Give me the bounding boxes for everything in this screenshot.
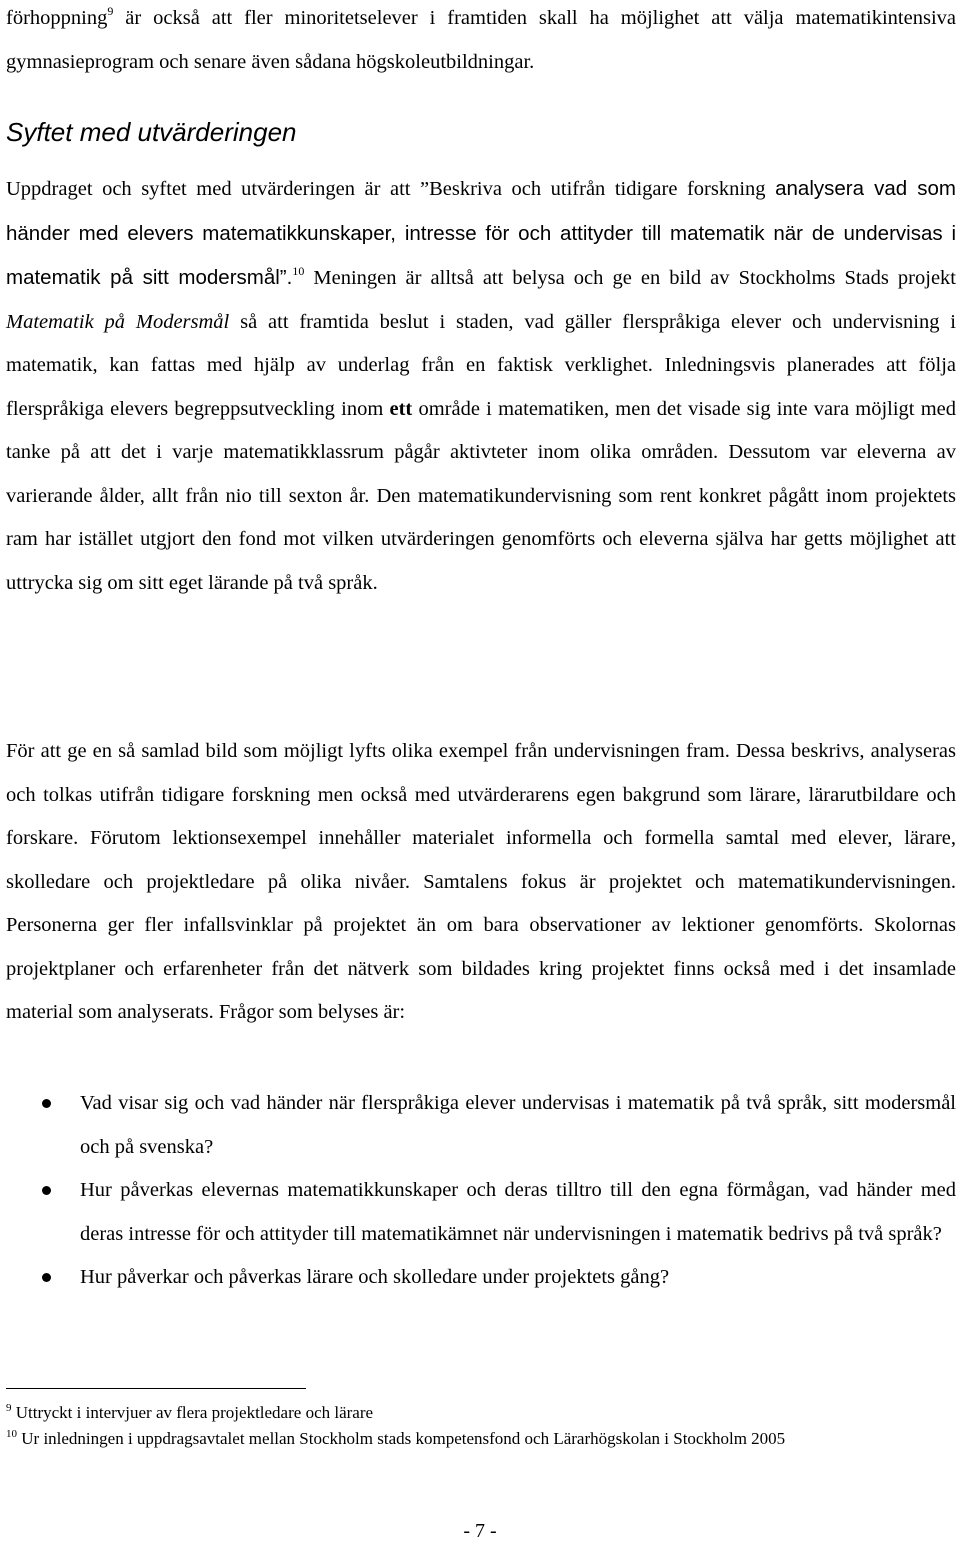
purpose-quote: analysera vad som händer med elevers matematikkunskaper, intresse för och attityder till matematik när de undervisas i matematik på sitt modersmål”.: [6, 177, 956, 289]
bullet-icon: [42, 1186, 51, 1195]
question-text: Hur påverkar och påverkas lärare och skolledare under projektets gång?: [80, 1266, 670, 1288]
footnote-ref-10[interactable]: 10: [292, 264, 305, 278]
footnote-9: [6, 1402, 951, 1423]
question-list: [0, 1082, 956, 1300]
intro-paragraph: [6, 0, 956, 84]
list-item: [0, 1169, 956, 1256]
intro-text-start: förhoppning: [6, 7, 108, 29]
bullet-icon: [42, 1099, 51, 1108]
project-name: Matematik på Modersmål: [6, 310, 230, 333]
purpose-text-1: Uppdraget och syftet med utvärderingen är att ”Beskriva och utifrån tidigare forskning: [6, 178, 776, 200]
bullet-icon: [42, 1273, 51, 1282]
purpose-text-3: Meningen är alltså att belysa och ge en bild av Stockholms Stads projekt: [304, 267, 956, 289]
question-text: Hur påverkas elevernas matematikkunskaper och deras tilltro till den egna förmågan, vad händer med deras intresse för och attityder till matematikämnet när undervisningen i matematik bedrivs på två språk?: [80, 1179, 956, 1245]
footnote-number: 9: [6, 1402, 12, 1414]
footnote-text: Uttryckt i intervjuer av flera projektledare och lärare: [11, 1403, 374, 1422]
footnote-number: 10: [6, 1428, 17, 1440]
purpose-text-4: så att framtida beslut i staden, vad gäller flerspråkiga elever och undervisning i matematik, kan fattas med hjälp av underlag från en faktisk verklighet. Inledningsvis planerades att följa flerspråkiga elevers begreppsutveckling inom: [6, 310, 957, 420]
list-item: [0, 1082, 956, 1169]
purpose-paragraph: [6, 167, 956, 605]
method-paragraph: För att ge en så samlad bild som möjligt lyfts olika exempel från undervisningen fram. Dessa beskrivs, analyseras och tolkas utifrån tidigare forskning men också med utvärderarens egen bakgrund som lärare, lärarutbildare och forskare. Förutom lektionsexempel innehåller materialet informella och formella samtal med elever, lärare, skolledare och projektledare på olika nivåer. Samtalens fokus är projektet och matematikundervisningen. Personerna ger fler infallsvinklar på projektet än om bara observationer av lektioner genomförts. Skolornas projektplaner och erfarenheter från det nätverk som bildades kring projektet finns också med i det insamlade material som analyserats. Frågor som belyses är:: [6, 740, 956, 1023]
footnote-text: Ur inledningen i uppdragsavtalet mellan Stockholm stads kompetensfond och Lärarhögskolan i Stockholm 2005: [17, 1429, 786, 1448]
emphasis-ett: ett: [389, 397, 413, 420]
question-text: Vad visar sig och vad händer när flerspråkiga elever undervisas i matematik på två språk, sitt modersmål och på svenska?: [80, 1092, 956, 1158]
intro-text-rest: är också att fler minoritetselever i framtiden skall ha möjlighet att välja matematikintensiva gymnasieprogram och senare även sådana högskoleutbildningar.: [6, 7, 956, 73]
list-item: [0, 1256, 956, 1300]
page-number: - 7 -: [463, 1520, 497, 1542]
footnote-10: [6, 1428, 951, 1449]
footnote-divider: [6, 1388, 306, 1389]
section-heading: Syftet med utvärderingen: [6, 117, 297, 147]
footnote-ref-9[interactable]: 9: [107, 4, 114, 18]
purpose-text-5: område i matematiken, men det visade sig inte vara möjligt med tanke på att det i varje matematikklassrum pågår aktivteter inom olika områden. Dessutom var eleverna av varierande ålder, allt från nio till sexton år. Den matematikundervisning som rent konkret pågått inom projektets ram har istället utgjort den fond mot vilken utvärderingen genomförts och eleverna själva har getts möjlighet att uttrycka sig om sitt eget lärande på två språk.: [6, 397, 956, 594]
